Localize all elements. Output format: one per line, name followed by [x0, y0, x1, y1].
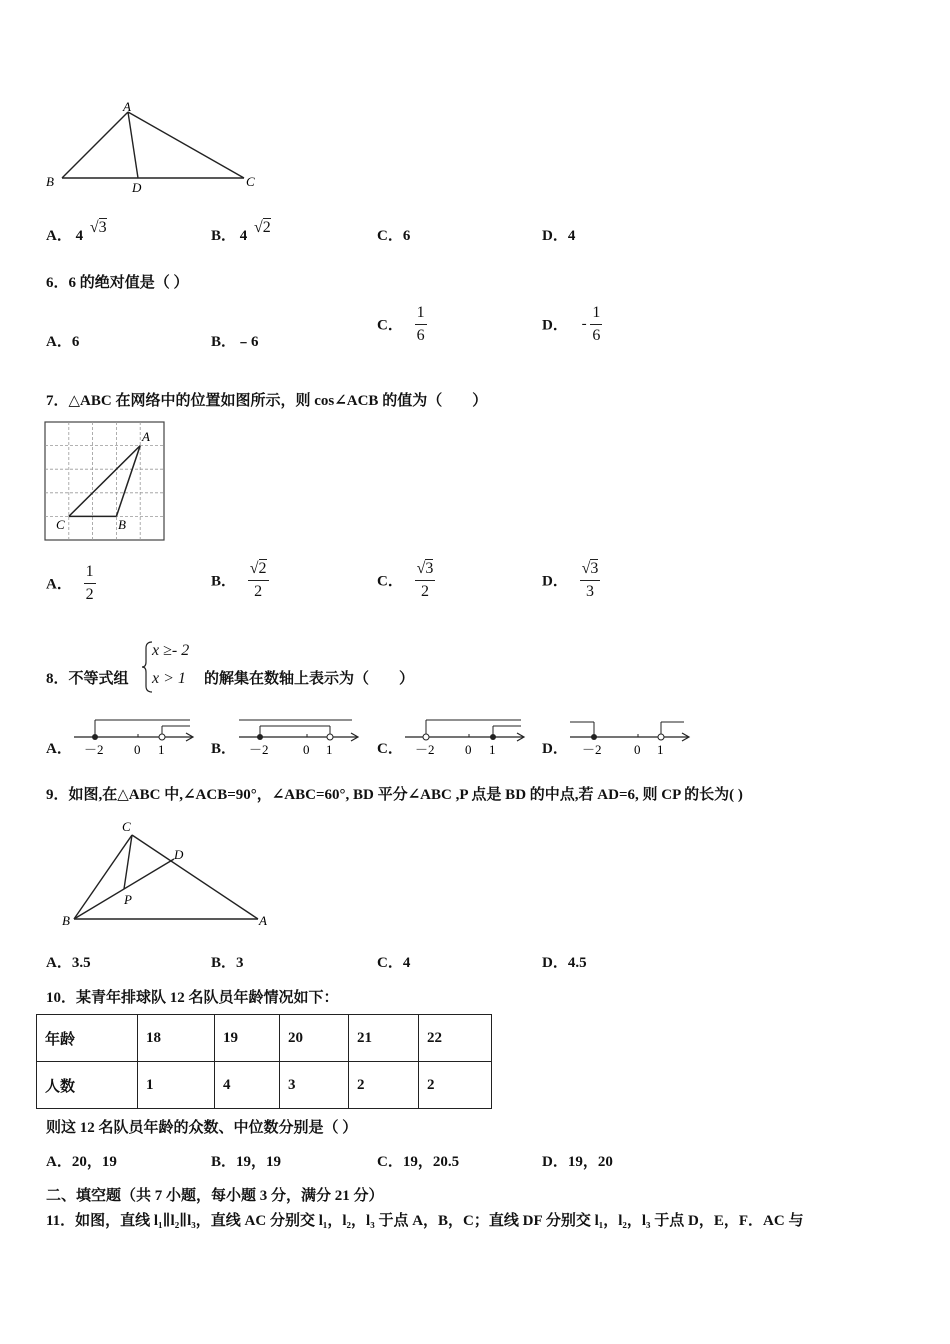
- q6-option-b[interactable]: B．﹣6: [211, 334, 259, 350]
- q9-option-d[interactable]: D．4.5: [542, 955, 587, 971]
- fraction: $\frac{1}{6}$: [592, 304, 601, 344]
- table-row: 人数 1 4 3 2 2: [37, 1062, 492, 1109]
- tick-label: 0: [634, 742, 641, 757]
- tick-label: 0: [303, 742, 310, 757]
- q8-number-line-d: [568, 716, 693, 758]
- q5-label-d: D: [132, 180, 142, 195]
- q10-option-b[interactable]: B．19，19: [211, 1154, 282, 1170]
- fraction: $\frac{1}{6}$: [416, 304, 425, 344]
- q7-option-c[interactable]: C． $\frac{√3}{2}$: [377, 560, 434, 600]
- q6-stem: 6．6 的绝对值是（ ）: [46, 275, 189, 291]
- q5-option-c[interactable]: C．6: [377, 228, 411, 244]
- q10-option-c[interactable]: C．19，20.5: [377, 1154, 460, 1170]
- tick-label: －2: [582, 742, 602, 757]
- sqrt-symbol: √3: [89, 219, 107, 236]
- q9-label-c: C: [122, 819, 131, 834]
- tick-label: 1: [489, 742, 496, 757]
- q8-number-line-b: [237, 716, 362, 758]
- q5-label-b: B: [46, 174, 54, 189]
- q8-system-line1: x ≥- 2: [152, 642, 190, 659]
- q10-age-table: [36, 1014, 492, 1109]
- tick-label: 1: [657, 742, 664, 757]
- q9-option-a[interactable]: A．3.5: [46, 955, 91, 971]
- q7-label-a: A: [142, 429, 150, 444]
- q9-stem: 9．如图,在△ABC 中,∠ACB=90°，∠ABC=60°, BD 平分∠ABC ,P 点是 BD 的中点,若 AD=6, 则 CP 的长为( ): [46, 787, 743, 803]
- q8-option-a[interactable]: A．: [46, 741, 72, 757]
- section-heading: 二、填空题（共 7 小题，每小题 3 分，满分 21 分）: [46, 1188, 384, 1204]
- q8-system-line2: x > 1: [152, 670, 186, 687]
- tick-label: 1: [326, 742, 333, 757]
- tick-label: －2: [249, 742, 269, 757]
- q5-label-c: C: [246, 174, 255, 189]
- q11-stem: 11．如图，直线 l₁∥l₂∥l₃，直线 AC 分别交 l₁，l₂，l₃ 于点 A，B，C；直线 DF 分别交 l₁，l₂，l₃ 于点 D，E，F．AC 与: [46, 1213, 804, 1229]
- q8-number-line-a: [72, 716, 197, 758]
- q8-number-line-c: [403, 716, 528, 758]
- q9-triangle-figure: [60, 815, 275, 930]
- q8-option-d[interactable]: D．: [542, 741, 568, 757]
- q7-option-b[interactable]: B． $\frac{√2}{2}$: [211, 560, 267, 600]
- tick-label: 0: [134, 742, 141, 757]
- tick-label: －2: [415, 742, 435, 757]
- q8-stem-prefix: 8．不等式组: [46, 671, 129, 687]
- q7-grid-figure: [44, 421, 166, 542]
- fraction: $\frac{√3}{3}$: [581, 560, 599, 600]
- q10-stem: 10．某青年排球队 12 名队员年龄情况如下：: [46, 990, 339, 1006]
- q7-label-c: C: [56, 517, 65, 532]
- q9-label-b: B: [62, 913, 70, 928]
- q10-follow-question: 则这 12 名队员年龄的众数、中位数分别是（ ）: [46, 1120, 358, 1136]
- q6-option-c[interactable]: C． $\frac{1}{6}$: [377, 304, 425, 344]
- q9-option-b[interactable]: B．3: [211, 955, 244, 971]
- q7-option-d[interactable]: D． $\frac{√3}{3}$: [542, 560, 599, 600]
- q6-option-d[interactable]: D． - $\frac{1}{6}$: [542, 304, 601, 344]
- q9-label-a: A: [259, 913, 267, 928]
- q9-option-c[interactable]: C．4: [377, 955, 411, 971]
- q10-option-a[interactable]: A．20，19: [46, 1154, 117, 1170]
- table-row: 年龄 18 19 20 21 22: [37, 1015, 492, 1062]
- q5-option-a[interactable]: A． 4 √3: [46, 219, 107, 244]
- tick-label: 0: [465, 742, 472, 757]
- tick-label: 1: [158, 742, 165, 757]
- q6-option-a[interactable]: A．6: [46, 334, 80, 350]
- q5-option-b[interactable]: B． 4 √2: [211, 219, 271, 244]
- fraction: $\frac{√3}{2}$: [416, 560, 434, 600]
- q7-option-a[interactable]: A． $\frac{1}{2}$: [46, 563, 94, 603]
- fraction: $\frac{1}{2}$: [85, 563, 94, 603]
- q8-stem-suffix: 的解集在数轴上表示为（ ）: [204, 671, 415, 687]
- q9-label-p: P: [124, 892, 132, 907]
- q5-label-a: A: [123, 100, 131, 114]
- sqrt-symbol: √2: [254, 219, 271, 236]
- fraction: $\frac{√2}{2}$: [249, 560, 267, 600]
- q5-triangle-figure: [40, 100, 270, 195]
- tick-label: －2: [84, 742, 104, 757]
- q7-label-b: B: [118, 517, 126, 532]
- q9-label-d: D: [174, 847, 184, 862]
- q8-option-c[interactable]: C．: [377, 741, 403, 757]
- q7-stem: 7．△ABC 在网络中的位置如图所示，则 cos∠ACB 的值为（ ）: [46, 393, 488, 409]
- q10-option-d[interactable]: D．19，20: [542, 1154, 613, 1170]
- q8-option-b[interactable]: B．: [211, 741, 237, 757]
- q5-option-d[interactable]: D．4: [542, 228, 576, 244]
